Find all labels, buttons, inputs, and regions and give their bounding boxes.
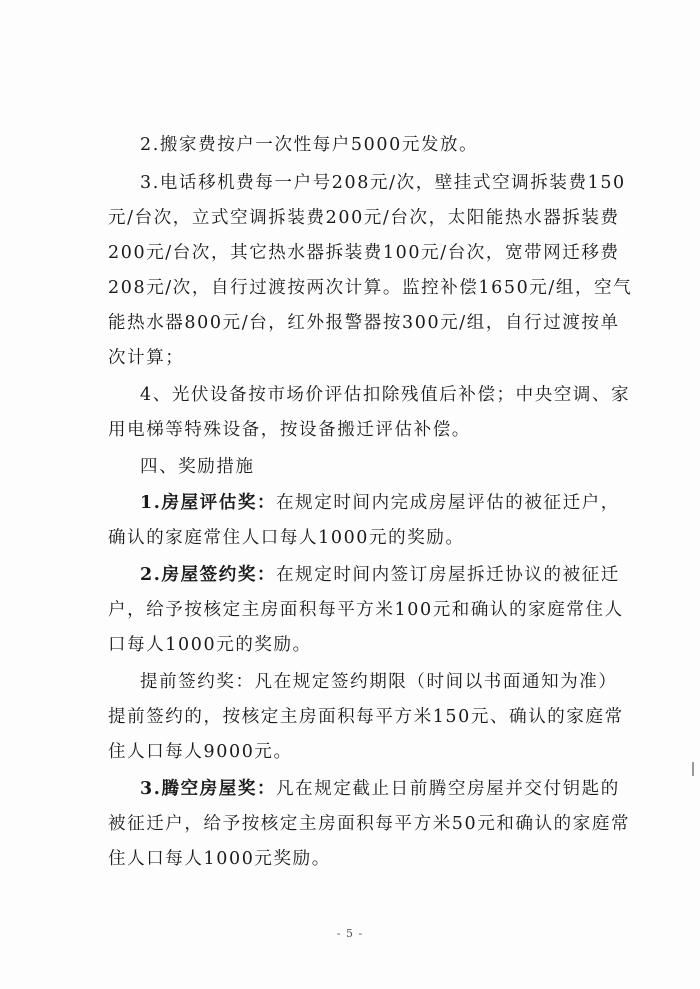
- paragraph-early-signing-reward: [140, 671, 618, 693]
- paragraph-special-equipment: [140, 384, 630, 406]
- paragraph-line: [108, 706, 624, 728]
- scan-artifact: [692, 762, 694, 776]
- text-line: 能热水器800元/台，红外报警器按300元/组，自行过渡按单: [108, 313, 620, 333]
- text-line: 在规定时间内完成房屋评估的被征迁户，: [276, 493, 620, 513]
- paragraph-evaluation-reward: [140, 492, 620, 514]
- text-line: 提前签约的，按核定主房面积每平方米150元、确认的家庭常: [108, 707, 624, 727]
- paragraph-line: [108, 347, 184, 369]
- text-line: 208元/次，自行过渡按两次计算。监控补偿1650元/组，空气: [108, 278, 633, 298]
- text-line: 口每人1000元的奖励。: [108, 635, 312, 655]
- section-heading-rewards: [140, 456, 255, 478]
- paragraph-line: [108, 419, 471, 441]
- text-line: 元/台次，立式空调拆装费200元/台次，太阳能热水器拆装费: [108, 208, 620, 228]
- text-line: 确认的家庭常住人口每人1000元的奖励。: [108, 528, 465, 548]
- paragraph-line: [108, 634, 312, 656]
- text-line: 2.搬家费按户一次性每户5000元发放。: [140, 135, 479, 155]
- paragraph-line: [108, 848, 331, 870]
- text-line: 用电梯等特殊设备，按设备搬迁评估补偿。: [108, 420, 471, 440]
- paragraph-line: [108, 207, 620, 229]
- text-line: 200元/台次，其它热水器拆装费100元/台次，宽带网迁移费: [108, 243, 620, 263]
- paragraph-moving-fee: [140, 134, 478, 156]
- paragraph-line: [108, 277, 632, 299]
- paragraph-line: [108, 527, 465, 549]
- paragraph-signing-reward: [140, 564, 620, 586]
- paragraph-line: [108, 242, 620, 264]
- page-number: - 5 -: [336, 927, 364, 940]
- text-line: 住人口每人9000元。: [108, 742, 293, 762]
- item-label: 1.房屋评估奖：: [140, 493, 277, 513]
- text-line: 被征迁户，给予按核定主房面积每平方米50元和确认的家庭常: [108, 814, 631, 834]
- text-line: 凡在规定截止日前腾空房屋并交付钥匙的: [276, 779, 620, 799]
- heading-text: 四、奖励措施: [140, 457, 255, 477]
- paragraph-vacating-reward: [140, 778, 620, 800]
- paragraph-line: [108, 813, 630, 835]
- item-label: 3.腾空房屋奖：: [140, 779, 277, 799]
- text-line: 户，给予按核定主房面积每平方米100元和确认的家庭常住人: [108, 600, 624, 620]
- paragraph-line: [108, 312, 620, 334]
- text-line: 3.电话移机费每一户号208元/次，壁挂式空调拆装费150: [140, 173, 626, 193]
- paragraph-line: [108, 599, 624, 621]
- item-label: 2.房屋签约奖：: [140, 565, 277, 585]
- text-line: 次计算；: [108, 348, 185, 368]
- text-line: 提前签约奖：凡在规定签约期限（时间以书面通知为准）: [140, 672, 618, 692]
- text-line: 4、光伏设备按市场价评估扣除残值后补偿；中央空调、家: [140, 385, 631, 405]
- text-line: 在规定时间内签订房屋拆迁协议的被征迁: [276, 565, 620, 585]
- paragraph-relocation-fees: [140, 172, 626, 194]
- paragraph-line: [108, 741, 293, 763]
- text-line: 住人口每人1000元奖励。: [108, 849, 331, 869]
